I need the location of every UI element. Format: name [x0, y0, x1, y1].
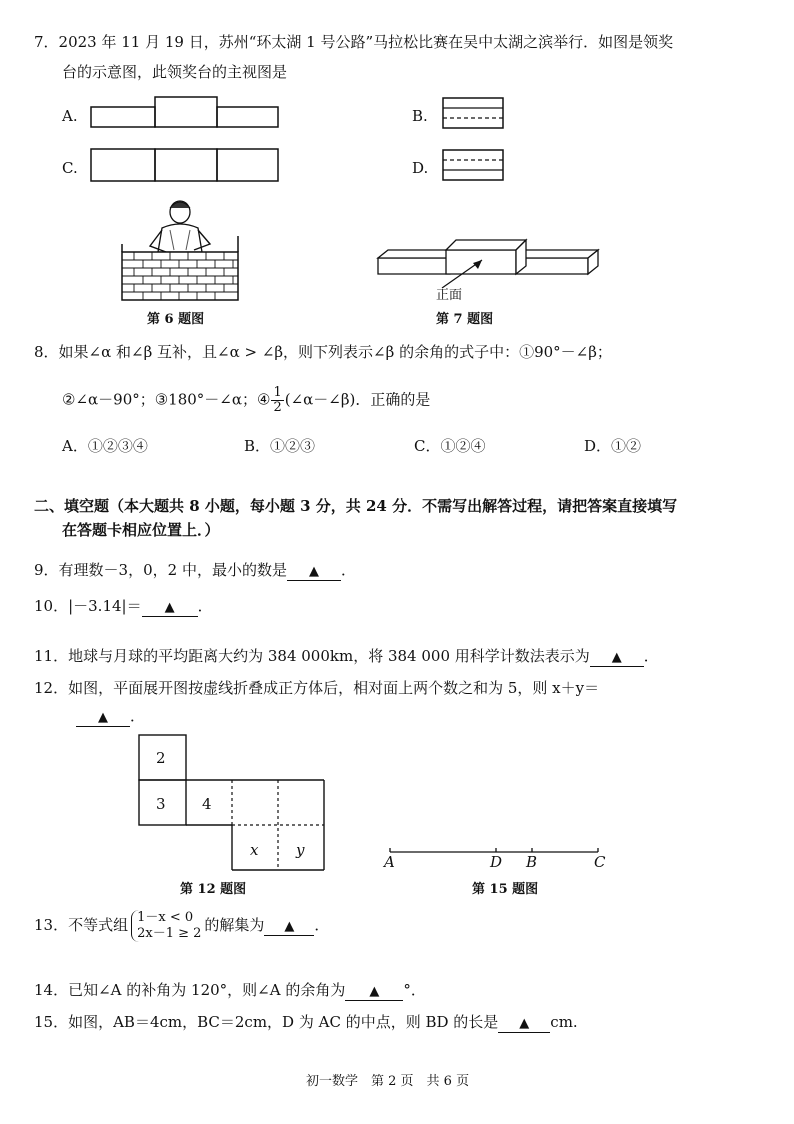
fig12-face-3: 3 — [156, 795, 166, 813]
fig7-podium-illustration — [374, 236, 604, 300]
q8-line2-pre: ②∠α－90°；③180°－∠α；④ — [62, 390, 271, 409]
q8-fraction — [271, 386, 283, 415]
q11-end: ． — [643, 647, 659, 665]
fig6-bricklayer-illustration — [118, 198, 246, 304]
q7-option-b-label: B. — [412, 107, 428, 125]
fig15-point-c: C — [594, 853, 606, 871]
q12-line2 — [76, 706, 145, 727]
q13-pre: 13．不等式组 — [34, 916, 129, 934]
q7-line1: 7．2023 年 11 月 19 日，苏州“环太湖 1 号公路”马拉松比赛在吴中太湖之滨举行．如图是领奖 — [34, 33, 674, 51]
answer-mark: ▲ — [611, 650, 622, 665]
q8-option-a: A．①②③④ — [62, 437, 148, 455]
q11-text: 11．地球与月球的平均距离大约为 384 000km，将 384 000 用科学计数法表示为 — [34, 647, 590, 665]
fig12-face-4: 4 — [202, 795, 212, 813]
fig6-caption: 第 6 题图 — [147, 312, 205, 327]
q7-option-d-figure — [442, 149, 504, 183]
q7-option-a-figure — [90, 96, 280, 132]
fig7-front-label: 正面 — [436, 288, 463, 303]
q10-end: ． — [197, 597, 213, 615]
q8-line2-post: (∠α－∠β)．正确的是 — [284, 390, 431, 409]
fig12-caption: 第 12 题图 — [180, 882, 247, 897]
q12-end: ． — [130, 707, 146, 725]
q13-inequality-2: 2x－1 ≥ 2 — [137, 926, 202, 941]
answer-mark: ▲ — [369, 984, 380, 999]
fig15-point-b: B — [526, 853, 538, 871]
fig7-caption: 第 7 题图 — [436, 312, 494, 327]
q8-fraction-num: 1 — [273, 385, 282, 400]
q10-answer-blank — [142, 598, 198, 617]
q12-line1: 12．如图，平面展开图按虚线折叠成正方体后，相对面上两个数之和为 5，则 x＋y＝ — [34, 679, 600, 697]
q8-line2 — [62, 386, 430, 415]
q12-answer-blank — [76, 708, 130, 727]
section2-header-line2: 在答题卡相应位置上．） — [62, 521, 220, 539]
q11 — [34, 646, 659, 667]
q15-answer-blank — [498, 1014, 550, 1033]
answer-mark: ▲ — [308, 564, 319, 579]
q10-text: 10．|－3.14|＝ — [34, 597, 142, 615]
answer-mark: ▲ — [164, 600, 175, 615]
q7-line2: 台的示意图，此领奖台的主视图是 — [62, 63, 288, 81]
q15 — [34, 1012, 578, 1033]
q13-end: ． — [314, 916, 330, 934]
fig12-face-x: x — [250, 841, 259, 859]
q8-option-c: C．①②④ — [414, 437, 486, 455]
answer-mark: ▲ — [98, 710, 108, 725]
answer-mark: ▲ — [284, 919, 295, 934]
q13-inequality-1: 1－x < 0 — [137, 910, 194, 925]
q10 — [34, 596, 213, 617]
fig15-caption: 第 15 题图 — [472, 882, 539, 897]
q13-inequality-system — [131, 910, 201, 942]
q15-text: 15．如图，AB＝4cm，BC＝2cm，D 为 AC 的中点，则 BD 的长是 — [34, 1013, 499, 1031]
q13-answer-blank — [264, 917, 314, 936]
q14-answer-blank — [345, 982, 403, 1001]
q8-option-d: D．①② — [584, 437, 642, 455]
fig15-point-a: A — [384, 853, 395, 871]
q7-option-b-figure — [442, 97, 504, 131]
q8-option-b: B．①②③ — [244, 437, 316, 455]
q8-line1: 8．如果∠α 和∠β 互补，且∠α > ∠β，则下列表示∠β 的余角的式子中：①90°－∠β； — [34, 343, 612, 361]
q7-option-d-label: D. — [412, 159, 429, 177]
section2-header-line1: 二、填空题（本大题共 8 小题，每小题 3 分，共 24 分．不需写出解答过程，请把答案直接填写 — [34, 497, 678, 515]
q14 — [34, 980, 426, 1001]
q15-end: cm. — [550, 1013, 578, 1031]
q9-answer-blank — [287, 562, 341, 581]
fig15-point-d: D — [490, 853, 503, 871]
q9-end: ． — [340, 561, 356, 579]
fig12-face-2: 2 — [156, 749, 166, 767]
q9-text: 9．有理数－3，0，2 中，最小的数是 — [34, 561, 287, 579]
q14-end: °． — [403, 981, 426, 999]
q13-post: 的解集为 — [204, 916, 265, 934]
q7-option-a-label: A. — [62, 107, 78, 125]
page-footer: 初一数学 第 2 页 共 6 页 — [306, 1074, 470, 1089]
q13 — [34, 910, 329, 942]
q14-text: 14．已知∠A 的补角为 120°，则∠A 的余角为 — [34, 981, 346, 999]
answer-mark: ▲ — [519, 1016, 530, 1031]
q8-fraction-den: 2 — [273, 400, 282, 415]
q7-option-c-label: C. — [62, 159, 78, 177]
q7-option-c-figure — [90, 148, 280, 184]
q11-answer-blank — [590, 648, 644, 667]
fig12-face-y: y — [296, 841, 305, 859]
q9 — [34, 560, 356, 581]
